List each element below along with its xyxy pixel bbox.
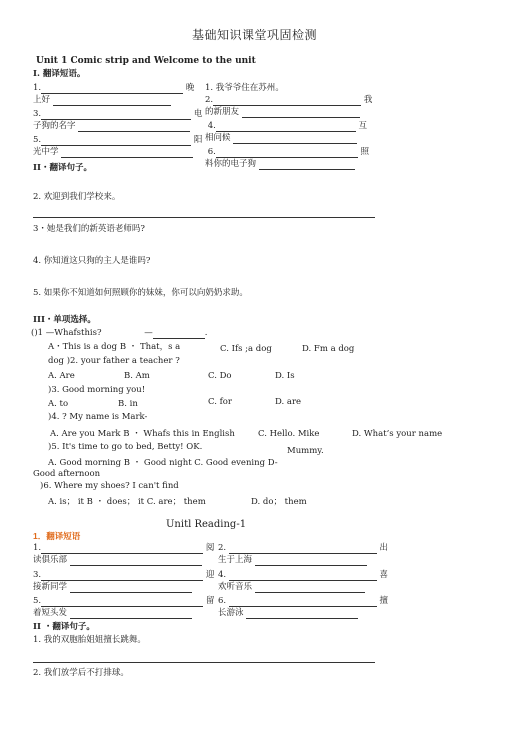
reading-heading: Unitl Reading-1 xyxy=(166,519,247,530)
item-number: 1. xyxy=(33,83,42,93)
reading-phrase-6-cont xyxy=(218,608,358,619)
reading-phrase-6 xyxy=(218,596,388,607)
phrase-item-6-cont xyxy=(205,159,355,170)
reading-section-2-heading: II ・翻译句子。 xyxy=(33,622,95,632)
item-number: 4. xyxy=(207,121,216,131)
answer-blank[interactable] xyxy=(61,148,193,158)
item-number: 5. xyxy=(33,135,42,145)
answer-blank[interactable] xyxy=(246,609,358,619)
item-tail: 互 xyxy=(358,121,368,131)
q1-option-c: C. Ifs ;a dog xyxy=(220,344,272,354)
item-number: 6. xyxy=(207,147,216,157)
q6-option-d: D. do； them xyxy=(251,497,307,507)
answer-blank[interactable] xyxy=(216,148,358,158)
answer-blank[interactable] xyxy=(255,583,365,593)
answer-blank[interactable] xyxy=(41,544,203,554)
phrase-item-5 xyxy=(33,135,202,146)
item-number: 2. xyxy=(205,95,214,105)
item-cont: 的新朋友 xyxy=(205,107,240,117)
sentence-item: 5. 如果你不知道如何照顾你的妹妹，你可以向奶奶求助。 xyxy=(33,288,248,298)
reading-phrase-5 xyxy=(33,596,214,607)
question-5: )5. It's time to go to bed, Betty! OK. xyxy=(48,442,203,452)
item-tail: 阅 xyxy=(205,543,215,553)
item-cont: 料你的电子狗 xyxy=(205,159,257,169)
q2-option-d: D. Is xyxy=(275,371,295,381)
phrase-item-3 xyxy=(33,109,202,120)
item-number: 5. xyxy=(33,596,42,606)
q3-option-c: C. for xyxy=(208,397,232,407)
q4-option-c: C. Hello. Mike xyxy=(258,429,320,439)
reading-sentence-item: 1. 我的双胞胎姐姐擅长跳舞。 xyxy=(33,635,146,645)
section-3-heading: III・单项选择。 xyxy=(33,315,96,325)
answer-blank[interactable] xyxy=(229,597,377,607)
item-cont: 接新同学 xyxy=(33,582,68,592)
reading-phrase-4-cont xyxy=(218,582,365,593)
item-tail: 留 xyxy=(205,596,215,606)
answer-blank[interactable] xyxy=(41,84,183,94)
answer-blank[interactable] xyxy=(78,122,190,132)
item-tail: 照 xyxy=(360,147,370,157)
item-cont: 上好 xyxy=(33,95,51,105)
answer-blank[interactable] xyxy=(233,134,357,144)
sentence-item: 3・她是我们的新英语老师吗? xyxy=(33,224,145,234)
item-number: 3. xyxy=(33,570,42,580)
answer-blank[interactable] xyxy=(229,544,377,554)
item-tail: 电 xyxy=(193,109,203,119)
reading-phrase-5-cont xyxy=(33,608,192,619)
q5-option-d-cont: Good afternoon xyxy=(33,469,101,479)
reading-phrase-1-cont xyxy=(33,555,202,566)
sentence-item: 2. 欢迎到我们学校来。 xyxy=(33,192,121,202)
question-2: dog )2. your father a teacher ? xyxy=(48,356,180,366)
q1-options-ab: A・This is a dog B ・ That，s a xyxy=(48,342,181,352)
q6-options: A. is； it B ・ does； it C. are； them xyxy=(48,497,206,507)
answer-blank[interactable] xyxy=(242,108,360,118)
phrase-item-1 xyxy=(33,83,194,94)
item-tail: 喜 xyxy=(379,570,389,580)
period: . xyxy=(204,328,208,338)
phrase-item-4-cont xyxy=(205,133,357,144)
item-cont: 读俱乐部 xyxy=(33,555,68,565)
answer-blank[interactable] xyxy=(259,160,355,170)
reading-section-1-heading: 1．翻译短语 xyxy=(33,531,81,541)
answer-blank[interactable] xyxy=(213,96,361,106)
q3-option-a: A. to xyxy=(48,399,69,409)
item-cont: 长游泳 xyxy=(218,608,244,618)
question-text: ()1 —Whafsthis? xyxy=(31,328,102,338)
question-4: )4. ? My name is Mark- xyxy=(48,412,148,422)
item-tail: 擅 xyxy=(379,596,389,606)
answer-blank[interactable] xyxy=(53,96,171,106)
item-tail: 出 xyxy=(379,543,389,553)
item-number: 1. xyxy=(33,543,42,553)
item-tail: 晚 xyxy=(185,83,195,93)
item-cont: 相问候 xyxy=(205,133,231,143)
phrase-item-5-cont xyxy=(33,147,193,158)
phrase-item-6 xyxy=(205,147,369,158)
item-number: 6. xyxy=(218,596,227,606)
item-tail: 迎 xyxy=(205,570,215,580)
answer-line[interactable] xyxy=(33,662,375,663)
answer-blank[interactable] xyxy=(153,329,205,339)
q2-option-a: A. Are xyxy=(48,371,75,381)
sentence-item: 4. 你知道这只狗的主人是谁吗? xyxy=(33,256,151,266)
q5-options: A. Good morning B ・ Good night C. Good evening D- xyxy=(48,458,278,468)
item-tail: 我 xyxy=(363,95,373,105)
phrase-item-2-cont xyxy=(205,107,360,118)
dash: — xyxy=(144,328,153,338)
q1-option-d: D. Fm a dog xyxy=(302,344,355,354)
answer-blank[interactable] xyxy=(41,110,191,120)
answer-blank[interactable] xyxy=(255,556,367,566)
item-number: 4. xyxy=(218,570,227,580)
q2-option-b: B. Am xyxy=(124,371,150,381)
answer-blank[interactable] xyxy=(229,571,377,581)
question-6: )6. Where my shoes? I can't find xyxy=(40,481,179,491)
reading-phrase-3-cont xyxy=(33,582,192,593)
item-tail: 阳 xyxy=(193,135,203,145)
item-number: 3. xyxy=(33,109,42,119)
reading-phrase-1 xyxy=(33,543,214,554)
answer-blank[interactable] xyxy=(41,571,203,581)
section-2-heading: II・翻译句子。 xyxy=(33,163,92,173)
item-cont: 欢听音乐 xyxy=(218,582,253,592)
reading-phrase-3 xyxy=(33,570,214,581)
answer-line[interactable] xyxy=(33,217,375,218)
reading-phrase-2-cont xyxy=(218,555,367,566)
item-number: 2. xyxy=(218,543,227,553)
phrase-item-2 xyxy=(205,95,372,106)
reading-sentence-item: 2. 我们放学后不打排球。 xyxy=(33,668,129,678)
q4-option-d: D. What’s your name xyxy=(352,429,443,439)
q3-option-b: B. in xyxy=(118,399,138,409)
answer-blank[interactable] xyxy=(41,597,203,607)
sentence-item-1: 1. 我爷爷住在苏州。 xyxy=(205,83,284,93)
phrase-item-1-cont xyxy=(33,95,171,106)
answer-blank[interactable] xyxy=(216,122,356,132)
item-cont: 光中学 xyxy=(33,147,59,157)
phrase-item-3-cont xyxy=(33,121,190,132)
answer-blank[interactable] xyxy=(70,556,202,566)
q4-options-ab: A. Are you Mark B ・ Whafs this in English xyxy=(50,429,235,439)
question-3: )3. Good morning you! xyxy=(48,385,146,395)
section-1-heading: I. 翻译短语。 xyxy=(33,69,86,79)
answer-blank[interactable] xyxy=(41,136,191,146)
phrase-item-4 xyxy=(205,121,367,132)
q3-option-d: D. are xyxy=(275,397,302,407)
page-title: 基础知识课堂巩固检测 xyxy=(192,28,318,42)
item-cont: 子狗的名字 xyxy=(33,121,76,131)
unit-heading: Unit 1 Comic strip and Welcome to the unit xyxy=(36,56,256,66)
answer-blank[interactable] xyxy=(70,609,192,619)
question-1 xyxy=(31,328,207,339)
item-cont: 生于上海 xyxy=(218,555,253,565)
answer-blank[interactable] xyxy=(70,583,192,593)
q2-option-c: C. Do xyxy=(208,371,232,381)
item-cont: 着短头发 xyxy=(33,608,68,618)
reading-phrase-2 xyxy=(218,543,388,554)
q5-mummy: Mummy. xyxy=(287,446,324,456)
reading-phrase-4 xyxy=(218,570,388,581)
